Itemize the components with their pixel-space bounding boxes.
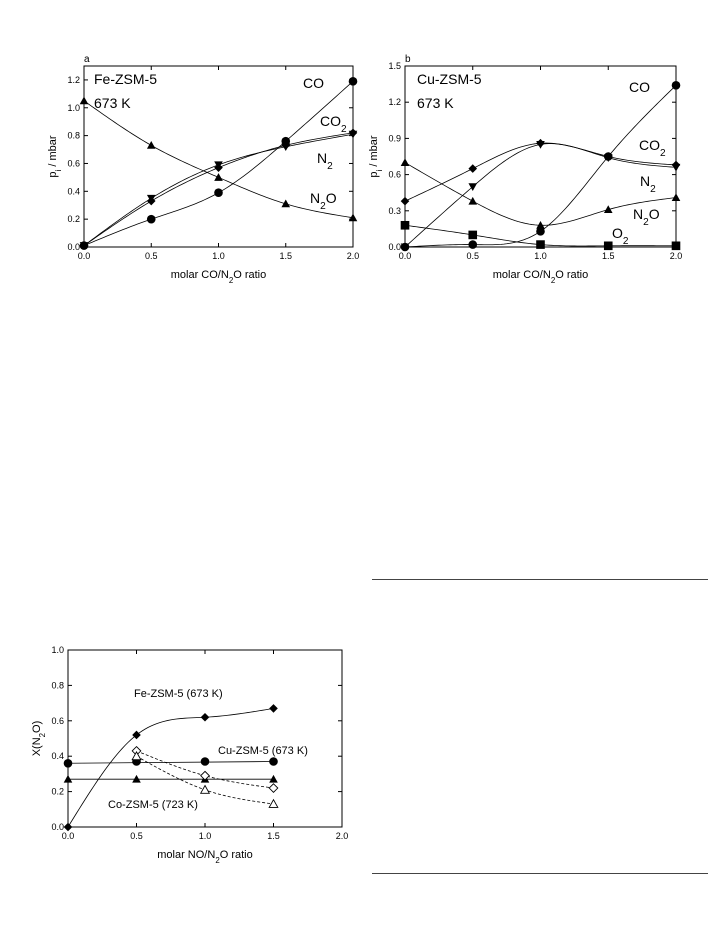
x-tick-label: 0.0 (77, 251, 91, 261)
series-n2o (401, 158, 681, 228)
data-point (147, 215, 156, 224)
panel-label: b (405, 54, 411, 65)
x-axis-label: molar $CO/N_2O$ ratio (492, 269, 589, 285)
x-tick-label: 2.0 (335, 831, 349, 841)
data-point (132, 775, 141, 783)
y-tick-label: 1.2 (67, 74, 80, 85)
data-point (201, 757, 210, 766)
data-point (214, 188, 223, 197)
data-point (468, 231, 477, 240)
y-tick-label: 1.0 (51, 645, 64, 655)
data-point (269, 784, 278, 793)
y-tick-label: 0.8 (51, 680, 64, 691)
series-label: $CO_2$ (320, 113, 347, 135)
y-tick-label: 0.4 (51, 751, 64, 762)
y-axis-label: $X(N_2O)$ (31, 720, 47, 757)
x-axis-label: molar $CO/N_2O$ ratio (170, 269, 267, 285)
x-tick-label: 0.0 (61, 831, 75, 841)
x-tick-label: 1.0 (198, 831, 212, 841)
x-tick-label: 0.0 (398, 251, 412, 261)
data-point (64, 775, 73, 783)
y-tick-label: 0.0 (388, 242, 401, 252)
data-point (672, 241, 681, 250)
data-point (281, 200, 290, 208)
x-tick-label: 1.0 (212, 251, 225, 261)
x-tick-label: 1.5 (267, 831, 280, 841)
series-label: CO (629, 79, 650, 95)
data-point (201, 771, 210, 780)
y-axis-label: $p_i$ / mbar (368, 135, 384, 178)
chart-panel-a (47, 54, 359, 285)
series-curve (68, 762, 274, 764)
data-point (64, 823, 73, 832)
series-label: Cu-ZSM-5 (673 K) (218, 745, 308, 757)
y-tick-label: 0.8 (67, 130, 80, 141)
series-label: $O_2$ (612, 225, 629, 247)
series-cu-zsm-5-673-k- (64, 745, 308, 768)
series-label: Co-ZSM-5 (723 K) (108, 799, 198, 811)
data-point (468, 164, 477, 173)
plot-frame-a (84, 66, 353, 247)
data-point (214, 173, 223, 181)
panel-title-line: Cu-ZSM-5 (417, 71, 482, 87)
y-tick-label: 0.2 (51, 786, 64, 797)
data-point (132, 752, 141, 760)
panel-title-line: 673 K (94, 95, 131, 111)
data-point (269, 757, 278, 766)
data-point (604, 241, 613, 250)
data-point (269, 800, 278, 808)
series-curve (405, 143, 676, 201)
y-axis-label: $p_i$ / mbar (47, 135, 63, 178)
x-tick-label: 0.5 (144, 251, 158, 261)
y-tick-label: 0.3 (388, 205, 401, 216)
series-label: $N_2$ (640, 173, 656, 195)
data-point (64, 759, 73, 768)
y-tick-label: 0.2 (67, 214, 80, 225)
x-tick-label: 1.5 (601, 251, 615, 261)
series-label: $N_2$ (317, 150, 333, 172)
y-tick-label: 0.6 (51, 715, 64, 726)
y-tick-label: 0.6 (67, 158, 80, 169)
series-co-zsm-5-723-k- (64, 775, 278, 811)
x-tick-label: 2.0 (669, 251, 683, 261)
data-point (132, 731, 141, 740)
y-tick-label: 0.6 (388, 169, 401, 180)
series-label: $N_2O$ (310, 190, 337, 212)
panel-title-line: Fe-ZSM-5 (94, 71, 157, 87)
section-divider-top (372, 579, 708, 580)
data-point (80, 97, 89, 105)
data-point (201, 713, 210, 722)
data-point (401, 197, 410, 206)
panel-title-line: 673 K (417, 95, 454, 111)
series-label: $CO_2$ (639, 137, 666, 159)
data-point (201, 786, 210, 794)
data-point (349, 77, 358, 86)
data-point (672, 193, 681, 201)
data-point (269, 775, 278, 783)
chart-panel-b (368, 54, 682, 285)
series-label: $N_2O$ (633, 206, 660, 228)
x-tick-label: 0.5 (466, 251, 480, 261)
x-tick-label: 2.0 (346, 251, 360, 261)
x-tick-label: 1.0 (534, 251, 547, 261)
y-tick-label: 0.0 (67, 242, 80, 252)
data-point (468, 240, 477, 249)
data-point (672, 164, 681, 172)
y-tick-label: 1.2 (388, 97, 401, 108)
data-point (401, 158, 410, 166)
y-tick-label: 0.9 (388, 133, 401, 144)
series-label: Fe-ZSM-5 (673 K) (134, 688, 223, 700)
data-point (269, 704, 278, 713)
section-divider-bottom (372, 873, 708, 874)
data-point (401, 221, 410, 230)
x-tick-label: 1.5 (279, 251, 293, 261)
y-tick-label: 1.0 (67, 102, 80, 113)
y-tick-label: 0.4 (67, 186, 80, 197)
data-point (672, 81, 681, 90)
data-point (147, 141, 156, 149)
data-point (536, 240, 545, 249)
series-co2 (80, 113, 358, 250)
y-tick-label: 0.0 (51, 822, 64, 832)
x-axis-label: molar $NO/N_2O$ ratio (157, 849, 253, 865)
x-tick-label: 0.5 (130, 831, 143, 841)
chart-panel-c (31, 645, 348, 865)
y-tick-label: 1.5 (388, 61, 401, 71)
series-label: CO (303, 75, 324, 91)
data-point (468, 197, 477, 205)
panel-label: a (84, 54, 90, 65)
